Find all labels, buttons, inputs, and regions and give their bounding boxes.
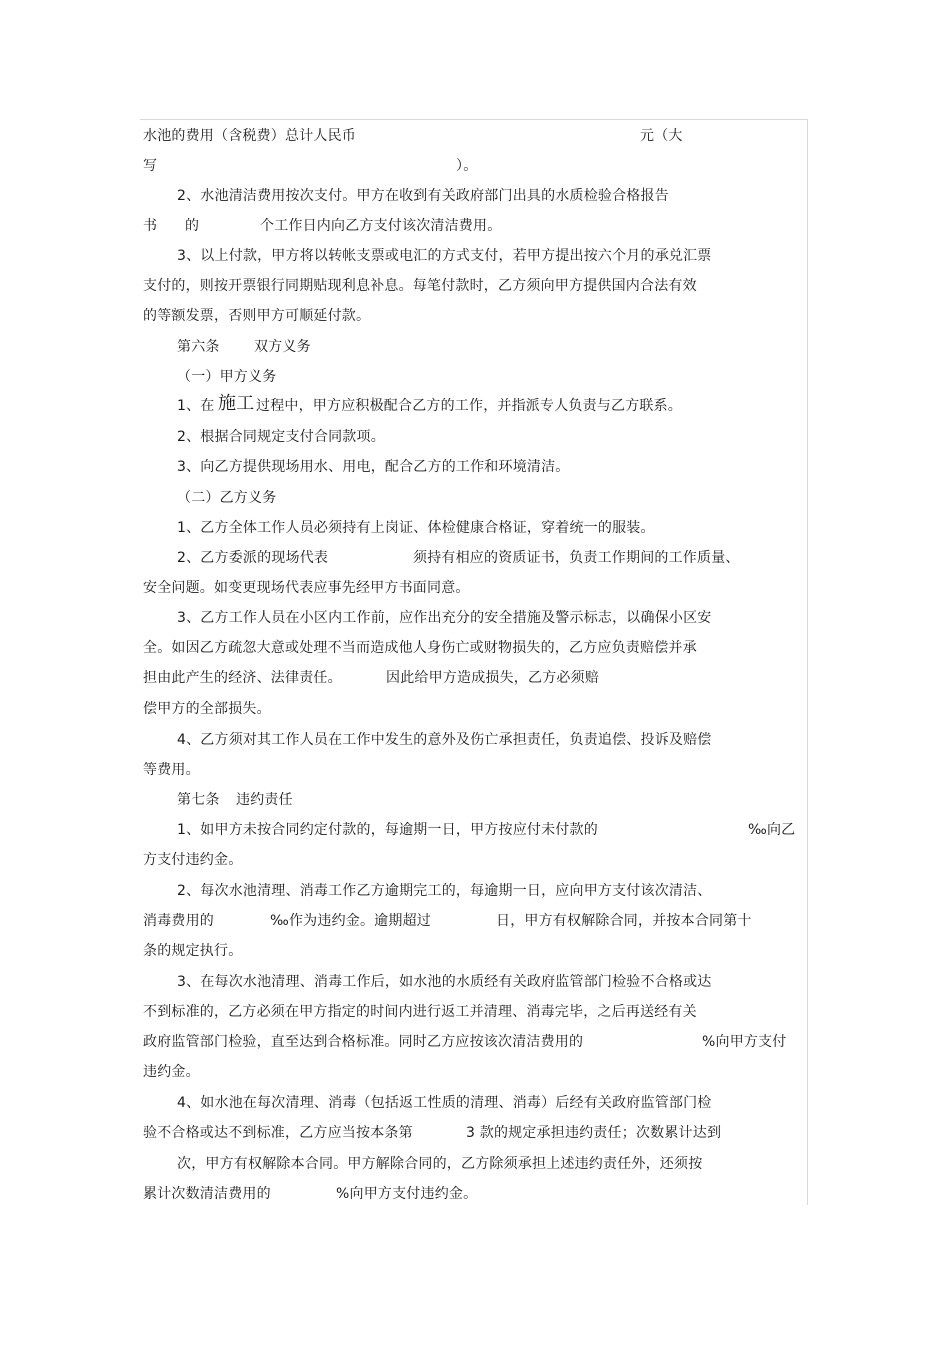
text-fragment-large: 施工: [218, 393, 255, 414]
text-line: 不到标准的，乙方必须在甲方指定的时间内进行返工并清理、消毒完毕，之后再送经有关: [143, 1004, 697, 1020]
text-line: 2、乙方委派的现场代表: [177, 550, 329, 566]
text-line: 1、如甲方未按合同约定付款的，每逾期一日，甲方按应付未付款的: [177, 822, 598, 838]
text-line: 全。如因乙方疏忽大意或处理不当而造成他人身伤亡或财物损失的，乙方应负责赔偿并承: [143, 640, 697, 656]
text-fragment: 个工作日内向乙方支付该次清洁费用。: [260, 218, 502, 234]
section-heading: （一）甲方义务: [177, 369, 277, 385]
article-heading: 第七条: [177, 792, 220, 808]
text-line: 的等额发票，否则甲方可顺延付款。: [143, 308, 371, 324]
text-line: 3、向乙方提供现场用水、用电，配合乙方的工作和环境清洁。: [177, 459, 570, 475]
text-line: 验不合格或达不到标准，乙方应当按本条第: [143, 1125, 413, 1141]
text-line: 2、水池清洁费用按次支付。甲方在收到有关政府部门出具的水质检验合格报告: [177, 188, 669, 204]
article-title: 双方义务: [254, 339, 311, 355]
article-heading: 第六条: [177, 339, 220, 355]
text-fragment: ‰向乙: [748, 822, 796, 838]
text-fragment: %向甲方支付: [702, 1034, 787, 1050]
text-line: 4、乙方须对其工作人员在工作中发生的意外及伤亡承担责任，负责追偿、投诉及赔偿: [177, 732, 712, 748]
text-fragment: ）。: [456, 158, 478, 174]
text-fragment: 须持有相应的资质证书，负责工作期间的工作质量、: [413, 550, 740, 566]
text-line: 3、乙方工作人员在小区内工作前，应作出充分的安全措施及警示标志，以确保小区安: [177, 610, 712, 626]
text-line: 2、每次水池清理、消毒工作乙方逾期完工的，每逾期一日，应向甲方支付该次清洁、: [177, 883, 712, 899]
text-line: 担由此产生的经济、法律责任。: [143, 670, 342, 686]
text-fragment: 日，甲方有权解除合同，并按本合同第十: [496, 913, 752, 929]
text-line: 4、如水池在每次清理、消毒（包括返工性质的清理、消毒）后经有关政府监管部门检: [177, 1095, 712, 1111]
text-line: 偿甲方的全部损失。: [143, 701, 271, 717]
article-title: 违约责任: [236, 792, 293, 808]
text-fragment: 的: [185, 218, 200, 234]
text-line: 1、乙方全体工作人员必须持有上岗证、体检健康合格证，穿着统一的服装。: [177, 520, 655, 536]
text-line: 条的规定执行。: [143, 943, 243, 959]
text-fragment: 3 款的规定承担违约责任；次数累计达到: [466, 1125, 722, 1141]
text-line: 水池的费用（含税费）总计人民币: [143, 128, 356, 144]
text-line: 次，甲方有权解除本合同。甲方解除合同的，乙方除须承担上述违约责任外，还须按: [177, 1156, 703, 1172]
text-line: 3、在每次水池清理、消毒工作后，如水池的水质经有关政府监管部门检验不合格或达: [177, 974, 712, 990]
text-line: 写: [143, 158, 158, 174]
text-line: 2、根据合同规定支付合同款项。: [177, 429, 385, 445]
text-line: 方支付违约金。: [143, 852, 243, 868]
text-line: 安全问题。如变更现场代表应事先经甲方书面同意。: [143, 580, 470, 596]
text-line: 3、以上付款，甲方将以转帐支票或电汇的方式支付，若甲方提出按六个月的承兑汇票: [177, 248, 712, 264]
text-line: 违约金。: [143, 1064, 200, 1080]
text-line: 消毒费用的: [143, 913, 214, 929]
section-heading: （二）乙方义务: [177, 490, 277, 506]
text-line: 累计次数清洁费用的: [143, 1186, 271, 1202]
text-line: 支付的，则按开票银行同期贴现利息补息。每笔付款时，乙方须向甲方提供国内合法有效: [143, 278, 697, 294]
text-line: 政府监管部门检验，直至达到合格标准。同时乙方应按该次清洁费用的: [143, 1034, 584, 1050]
text-fragment: ‰作为违约金。逾期超过: [270, 913, 431, 929]
text-line: 书: [143, 218, 158, 234]
text-fragment: 元（大: [640, 128, 683, 144]
text-fragment: 过程中，甲方应积极配合乙方的工作，并指派专人负责与乙方联系。: [256, 398, 682, 414]
text-fragment: %向甲方支付违约金。: [336, 1186, 478, 1202]
text-line: 等费用。: [143, 762, 200, 778]
text-fragment: 因此给甲方造成损失，乙方必须赔: [386, 670, 599, 686]
text-line: 1、在: [177, 398, 215, 414]
